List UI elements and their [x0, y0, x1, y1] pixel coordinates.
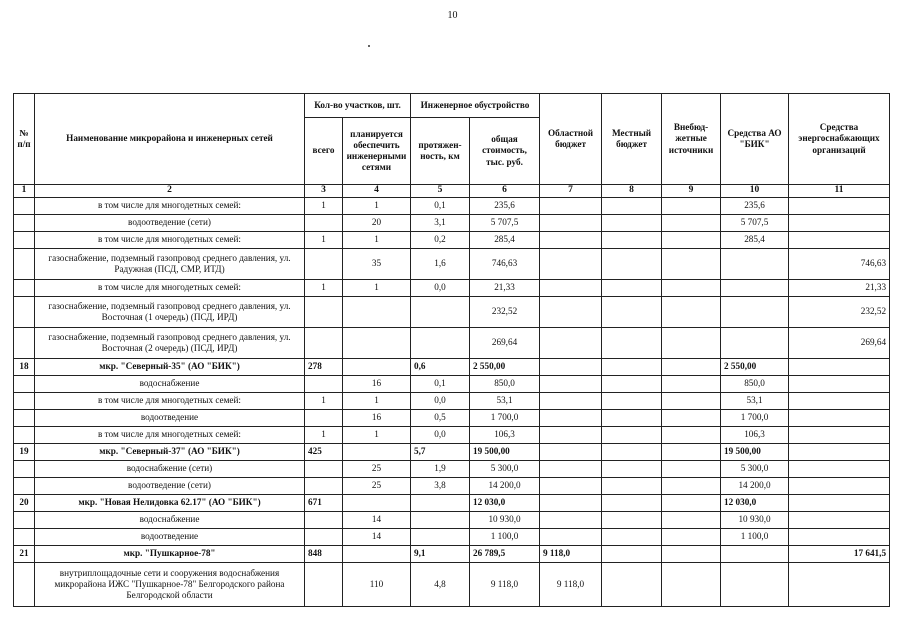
total-plots — [305, 410, 343, 427]
local-budget — [602, 478, 662, 495]
total-cost: 21,33 — [470, 280, 540, 297]
table-row — [14, 410, 890, 427]
local-budget — [602, 529, 662, 546]
row-name: газоснабжение, подземный газопровод среднего давления, ул. Восточная (2 очередь) (ПСД, ИРД) — [35, 328, 305, 359]
local-budget — [602, 444, 662, 461]
energy-funds — [789, 376, 890, 393]
bik-funds — [721, 249, 789, 280]
regional-budget — [540, 444, 602, 461]
offbudget-sources — [662, 427, 721, 444]
planned-plots: 25 — [343, 478, 411, 495]
column-number: 3 — [305, 185, 343, 198]
network-length — [411, 328, 470, 359]
network-length: 1,9 — [411, 461, 470, 478]
planned-plots: 1 — [343, 427, 411, 444]
local-budget — [602, 198, 662, 215]
local-budget — [602, 232, 662, 249]
row-number — [14, 563, 35, 607]
total-cost: 9 118,0 — [470, 563, 540, 607]
local-budget — [602, 215, 662, 232]
regional-budget — [540, 215, 602, 232]
total-cost: 26 789,5 — [470, 546, 540, 563]
regional-budget — [540, 427, 602, 444]
table-row — [14, 478, 890, 495]
row-name: в том числе для многодетных семей: — [35, 232, 305, 249]
offbudget-sources — [662, 563, 721, 607]
page-number: 10 — [447, 10, 458, 21]
header-total: всего — [305, 118, 343, 185]
row-name: в том числе для многодетных семей: — [35, 427, 305, 444]
network-length: 0,2 — [411, 232, 470, 249]
energy-funds — [789, 478, 890, 495]
local-budget — [602, 393, 662, 410]
total-plots — [305, 512, 343, 529]
row-name: водоснабжение (сети) — [35, 461, 305, 478]
network-length: 0,0 — [411, 427, 470, 444]
table-row — [14, 198, 890, 215]
column-number: 6 — [470, 185, 540, 198]
local-budget — [602, 495, 662, 512]
total-cost: 5 707,5 — [470, 215, 540, 232]
network-length: 0,6 — [411, 359, 470, 376]
row-number — [14, 232, 35, 249]
local-budget — [602, 563, 662, 607]
local-budget — [602, 410, 662, 427]
row-name: в том числе для многодетных семей: — [35, 198, 305, 215]
table-row — [14, 529, 890, 546]
row-number — [14, 393, 35, 410]
table-row — [14, 215, 890, 232]
energy-funds — [789, 512, 890, 529]
row-name: в том числе для многодетных семей: — [35, 280, 305, 297]
energy-funds — [789, 359, 890, 376]
row-name: мкр. "Северный-35" (АО "БИК") — [35, 359, 305, 376]
row-name: мкр. "Новая Нелидовка 62.17" (АО "БИК") — [35, 495, 305, 512]
row-name: водоснабжение — [35, 376, 305, 393]
energy-funds: 269,64 — [789, 328, 890, 359]
total-cost: 232,52 — [470, 297, 540, 328]
regional-budget — [540, 410, 602, 427]
planned-plots: 1 — [343, 232, 411, 249]
total-plots — [305, 478, 343, 495]
regional-budget — [540, 478, 602, 495]
total-cost: 53,1 — [470, 393, 540, 410]
regional-budget — [540, 232, 602, 249]
row-number: 21 — [14, 546, 35, 563]
offbudget-sources — [662, 444, 721, 461]
funding-table — [13, 93, 890, 607]
bik-funds — [721, 563, 789, 607]
row-number: 19 — [14, 444, 35, 461]
column-number: 8 — [602, 185, 662, 198]
row-number — [14, 249, 35, 280]
table-row — [14, 376, 890, 393]
column-number: 5 — [411, 185, 470, 198]
table-row — [14, 297, 890, 328]
regional-budget: 9 118,0 — [540, 546, 602, 563]
table-row — [14, 249, 890, 280]
planned-plots — [343, 297, 411, 328]
total-plots: 848 — [305, 546, 343, 563]
district-row — [14, 495, 890, 512]
offbudget-sources — [662, 198, 721, 215]
offbudget-sources — [662, 512, 721, 529]
row-number — [14, 427, 35, 444]
total-plots — [305, 215, 343, 232]
row-number — [14, 215, 35, 232]
planned-plots: 14 — [343, 529, 411, 546]
table-row — [14, 512, 890, 529]
local-budget — [602, 512, 662, 529]
total-cost: 1 100,0 — [470, 529, 540, 546]
local-budget — [602, 280, 662, 297]
bik-funds: 5 707,5 — [721, 215, 789, 232]
bik-funds — [721, 280, 789, 297]
energy-funds — [789, 215, 890, 232]
total-cost: 19 500,00 — [470, 444, 540, 461]
energy-funds — [789, 393, 890, 410]
offbudget-sources — [662, 376, 721, 393]
offbudget-sources — [662, 232, 721, 249]
row-number: 18 — [14, 359, 35, 376]
planned-plots: 20 — [343, 215, 411, 232]
total-plots: 425 — [305, 444, 343, 461]
header-cost: общая стоимость, тыс. руб. — [470, 118, 540, 185]
bik-funds: 106,3 — [721, 427, 789, 444]
local-budget — [602, 297, 662, 328]
table-row — [14, 427, 890, 444]
district-row — [14, 444, 890, 461]
regional-budget — [540, 280, 602, 297]
planned-plots: 35 — [343, 249, 411, 280]
row-name: водоотведение — [35, 410, 305, 427]
total-cost: 850,0 — [470, 376, 540, 393]
energy-funds — [789, 529, 890, 546]
bik-funds: 14 200,0 — [721, 478, 789, 495]
energy-funds — [789, 232, 890, 249]
offbudget-sources — [662, 280, 721, 297]
regional-budget — [540, 495, 602, 512]
total-cost: 285,4 — [470, 232, 540, 249]
table-row — [14, 328, 890, 359]
total-cost: 106,3 — [470, 427, 540, 444]
total-plots — [305, 297, 343, 328]
header-planned: планируется обеспечить инженерными сетями — [343, 118, 411, 185]
network-length: 0,1 — [411, 198, 470, 215]
header-group-count: Кол-во участков, шт. — [305, 94, 411, 118]
total-plots: 1 — [305, 232, 343, 249]
total-plots — [305, 529, 343, 546]
column-number: 11 — [789, 185, 890, 198]
offbudget-sources — [662, 461, 721, 478]
planned-plots — [343, 359, 411, 376]
local-budget — [602, 546, 662, 563]
row-number — [14, 297, 35, 328]
network-length: 0,0 — [411, 393, 470, 410]
bik-funds: 12 030,0 — [721, 495, 789, 512]
bik-funds — [721, 297, 789, 328]
bik-funds: 53,1 — [721, 393, 789, 410]
column-number: 9 — [662, 185, 721, 198]
column-number: 7 — [540, 185, 602, 198]
network-length: 5,7 — [411, 444, 470, 461]
energy-funds — [789, 444, 890, 461]
offbudget-sources — [662, 249, 721, 280]
header-regional-budget: Областной бюджет — [540, 94, 602, 185]
network-length — [411, 495, 470, 512]
bik-funds — [721, 328, 789, 359]
local-budget — [602, 249, 662, 280]
regional-budget — [540, 529, 602, 546]
planned-plots: 1 — [343, 198, 411, 215]
regional-budget — [540, 393, 602, 410]
total-plots: 1 — [305, 198, 343, 215]
row-number — [14, 478, 35, 495]
bik-funds: 10 930,0 — [721, 512, 789, 529]
regional-budget — [540, 297, 602, 328]
header-offbudget: Внебюд-жетные источники — [662, 94, 721, 185]
regional-budget — [540, 359, 602, 376]
total-cost: 2 550,00 — [470, 359, 540, 376]
planned-plots: 1 — [343, 280, 411, 297]
network-length: 4,8 — [411, 563, 470, 607]
network-length — [411, 529, 470, 546]
total-plots: 1 — [305, 393, 343, 410]
regional-budget — [540, 512, 602, 529]
network-length: 0,5 — [411, 410, 470, 427]
planned-plots: 110 — [343, 563, 411, 607]
total-cost: 746,63 — [470, 249, 540, 280]
row-name: водоснабжение — [35, 512, 305, 529]
total-plots: 1 — [305, 427, 343, 444]
row-name: водоотведение — [35, 529, 305, 546]
energy-funds: 746,63 — [789, 249, 890, 280]
total-cost: 269,64 — [470, 328, 540, 359]
local-budget — [602, 461, 662, 478]
total-cost: 14 200,0 — [470, 478, 540, 495]
district-row — [14, 546, 890, 563]
network-length: 1,6 — [411, 249, 470, 280]
table-row — [14, 393, 890, 410]
total-cost: 10 930,0 — [470, 512, 540, 529]
row-number — [14, 280, 35, 297]
offbudget-sources — [662, 215, 721, 232]
local-budget — [602, 359, 662, 376]
planned-plots: 14 — [343, 512, 411, 529]
network-length — [411, 297, 470, 328]
header-bik-funds: Средства АО "БИК" — [721, 94, 789, 185]
local-budget — [602, 427, 662, 444]
regional-budget — [540, 198, 602, 215]
bik-funds: 850,0 — [721, 376, 789, 393]
offbudget-sources — [662, 546, 721, 563]
bik-funds: 2 550,00 — [721, 359, 789, 376]
network-length: 3,8 — [411, 478, 470, 495]
offbudget-sources — [662, 478, 721, 495]
total-plots — [305, 563, 343, 607]
offbudget-sources — [662, 495, 721, 512]
column-number: 1 — [14, 185, 35, 198]
regional-budget: 9 118,0 — [540, 563, 602, 607]
bik-funds: 1 100,0 — [721, 529, 789, 546]
energy-funds — [789, 410, 890, 427]
header-group-engineering: Инженерное обустройство — [411, 94, 540, 118]
energy-funds: 232,52 — [789, 297, 890, 328]
total-plots — [305, 249, 343, 280]
regional-budget — [540, 376, 602, 393]
energy-funds — [789, 563, 890, 607]
energy-funds — [789, 198, 890, 215]
planned-plots — [343, 328, 411, 359]
energy-funds — [789, 461, 890, 478]
planned-plots — [343, 444, 411, 461]
header-local-budget: Местный бюджет — [602, 94, 662, 185]
energy-funds: 17 641,5 — [789, 546, 890, 563]
planned-plots: 16 — [343, 410, 411, 427]
bik-funds: 19 500,00 — [721, 444, 789, 461]
row-name: в том числе для многодетных семей: — [35, 393, 305, 410]
table-row — [14, 280, 890, 297]
total-plots: 671 — [305, 495, 343, 512]
column-number: 2 — [35, 185, 305, 198]
energy-funds — [789, 427, 890, 444]
header-length: протяжен-ность, км — [411, 118, 470, 185]
table-row — [14, 563, 890, 607]
row-name: газоснабжение, подземный газопровод среднего давления, ул. Восточная (1 очередь) (ПСД, ИРД) — [35, 297, 305, 328]
row-number — [14, 529, 35, 546]
energy-funds: 21,33 — [789, 280, 890, 297]
regional-budget — [540, 249, 602, 280]
offbudget-sources — [662, 328, 721, 359]
total-cost: 235,6 — [470, 198, 540, 215]
header-name: Наименование микрорайона и инженерных сетей — [35, 94, 305, 185]
offbudget-sources — [662, 529, 721, 546]
local-budget — [602, 328, 662, 359]
bik-funds — [721, 546, 789, 563]
table-row — [14, 232, 890, 249]
offbudget-sources — [662, 359, 721, 376]
row-number — [14, 198, 35, 215]
row-number: 20 — [14, 495, 35, 512]
bik-funds: 235,6 — [721, 198, 789, 215]
row-name: внутриплощадочные сети и сооружения водоснабжения микрорайона ИЖС "Пушкарное-78" Белгородского района Белгородской области — [35, 563, 305, 607]
header-energy-funds: Средства энергоснабжающих организаций — [789, 94, 890, 185]
network-length: 9,1 — [411, 546, 470, 563]
network-length: 0,1 — [411, 376, 470, 393]
row-name: водоотведение (сети) — [35, 478, 305, 495]
regional-budget — [540, 461, 602, 478]
column-number: 10 — [721, 185, 789, 198]
row-number — [14, 328, 35, 359]
planned-plots — [343, 546, 411, 563]
row-name: мкр. "Северный-37" (АО "БИК") — [35, 444, 305, 461]
header-num: № п/п — [14, 94, 35, 185]
row-name: мкр. "Пушкарное-78" — [35, 546, 305, 563]
table-row — [14, 461, 890, 478]
planned-plots: 25 — [343, 461, 411, 478]
bik-funds: 285,4 — [721, 232, 789, 249]
total-plots: 1 — [305, 280, 343, 297]
row-name: газоснабжение, подземный газопровод среднего давления, ул. Радужная (ПСД, СМР, ИТД) — [35, 249, 305, 280]
column-number-row — [14, 185, 890, 198]
energy-funds — [789, 495, 890, 512]
network-length: 3,1 — [411, 215, 470, 232]
total-plots — [305, 376, 343, 393]
regional-budget — [540, 328, 602, 359]
bik-funds: 1 700,0 — [721, 410, 789, 427]
bik-funds: 5 300,0 — [721, 461, 789, 478]
total-cost: 1 700,0 — [470, 410, 540, 427]
district-row — [14, 359, 890, 376]
planned-plots — [343, 495, 411, 512]
column-number: 4 — [343, 185, 411, 198]
total-cost: 5 300,0 — [470, 461, 540, 478]
network-length: 0,0 — [411, 280, 470, 297]
network-length — [411, 512, 470, 529]
total-plots: 278 — [305, 359, 343, 376]
scan-speck — [368, 45, 370, 47]
row-number — [14, 410, 35, 427]
total-plots — [305, 461, 343, 478]
local-budget — [602, 376, 662, 393]
offbudget-sources — [662, 393, 721, 410]
offbudget-sources — [662, 297, 721, 328]
row-number — [14, 376, 35, 393]
row-number — [14, 512, 35, 529]
total-cost: 12 030,0 — [470, 495, 540, 512]
planned-plots: 1 — [343, 393, 411, 410]
total-plots — [305, 328, 343, 359]
row-name: водоотведение (сети) — [35, 215, 305, 232]
row-number — [14, 461, 35, 478]
planned-plots: 16 — [343, 376, 411, 393]
offbudget-sources — [662, 410, 721, 427]
